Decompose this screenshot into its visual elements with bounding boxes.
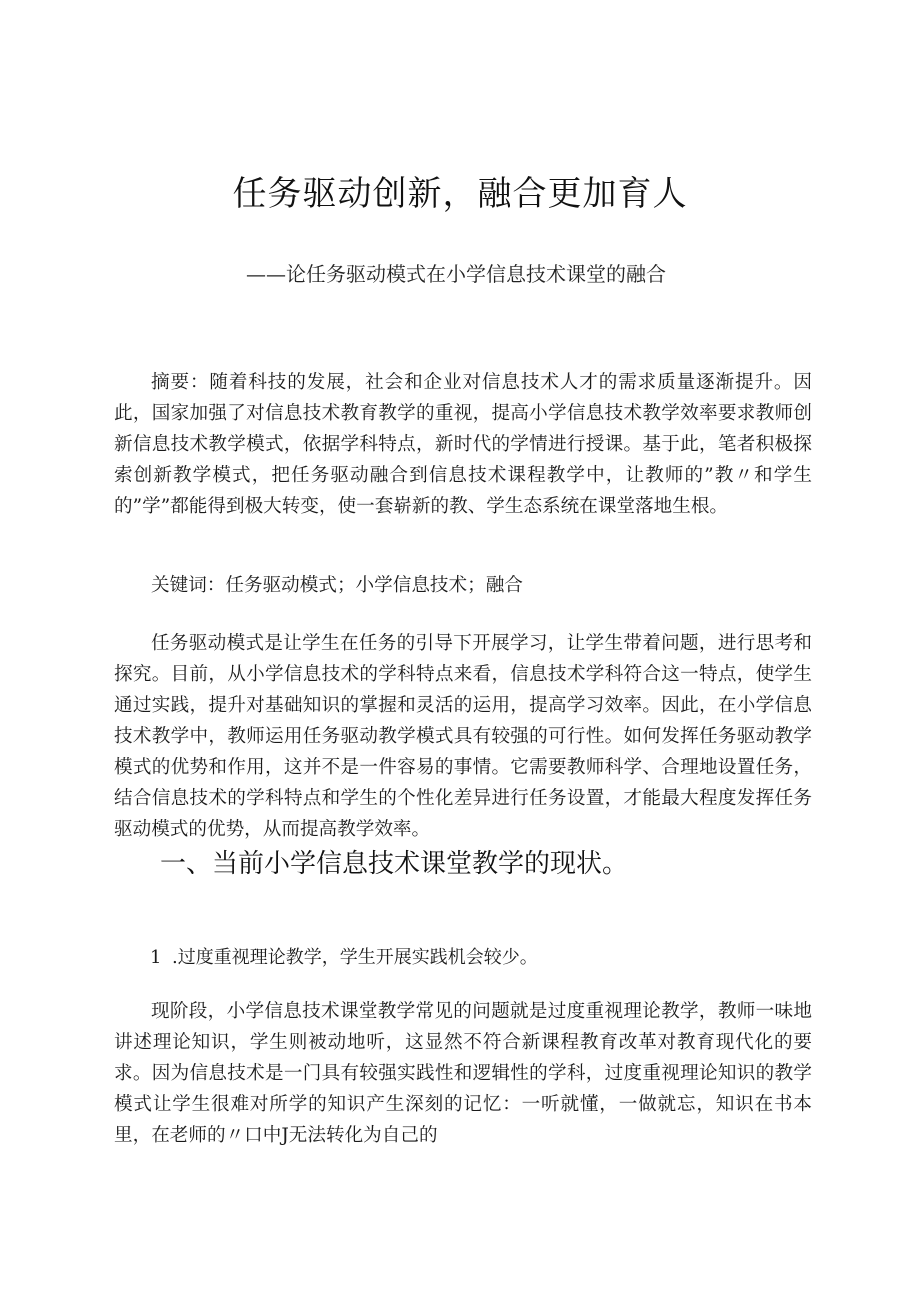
numbered-item xyxy=(150,943,538,969)
abstract-paragraph: 摘要：随着科技的发展，社会和企业对信息技术人才的需求质量逐渐提升。因此，国家加强了对信息技术教育教学的重视，提高小学信息技术教学效率要求教师创新信息技术教学模式，依据学科特点，新时代的学情进行授课。基于此，笔者积极探索创新教学模式，把任务驱动融合到信息技术课程教学中，让教师的”教〃和学生的”学”都能得到极大转变，使一套崭新的教、学生态系统在课堂落地生根。 xyxy=(114,372,812,517)
body-paragraph: 现阶段，小学信息技术课堂教学常见的问题就是过度重视理论教学，教师一味地讲述理论知识，学生则被动地听，这显然不符合新课程教育改革对教育现代化的要求。因为信息技术是一门具有较强实践性和逻辑性的学科，过度重视理论知识的教学模式让学生很难对所学的知识产生深刻的记忆：一听就懂，一做就忘，知识在书本里，在老师的〃口中J无法转化为自己的 xyxy=(114,1001,812,1146)
section-heading: 一、当前小学信息技术课堂教学的现状。 xyxy=(160,849,629,879)
item-number: 1 xyxy=(150,947,162,968)
item-text: .过度重视理论教学，学生开展实践机会较少。 xyxy=(172,947,538,968)
keywords-line: 关键词：任务驱动模式；小学信息技术；融合 xyxy=(151,575,523,596)
page-title: 任务驱动创新，融合更加育人 xyxy=(232,174,688,214)
intro-paragraph: 任务驱动模式是让学生在任务的引导下开展学习，让学生带着问题，进行思考和探究。目前，从小学信息技术的学科特点来看，信息技术学科符合这一特点，使学生通过实践，提升对基础知识的掌握和灵活的运用，提高学习效率。因此，在小学信息技术教学中，教师运用任务驱动教学模式具有较强的可行性。如何发挥任务驱动教学模式的优势和作用，这并不是一件容易的事情。它需要教师科学、合理地设置任务，结合信息技术的学科特点和学生的个性化差异进行任务设置，才能最大程度发挥任务驱动模式的优势，从而提高教学效率。 xyxy=(114,633,812,840)
page-subtitle: ——论任务驱动模式在小学信息技术课堂的融合 xyxy=(246,262,666,286)
